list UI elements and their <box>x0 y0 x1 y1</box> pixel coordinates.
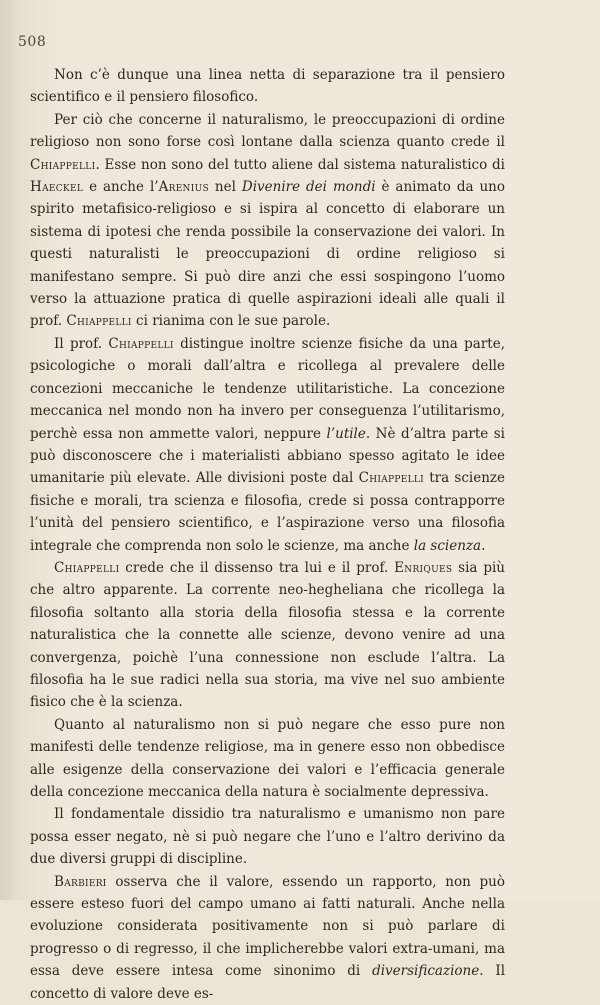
text-run: . Il concetto di valore deve es- <box>30 963 506 1002</box>
text-run: crede che il dissenso tra lui e il prof. <box>119 559 395 576</box>
author-name: Chiappelli <box>108 335 174 352</box>
text-run: osserva che il valore, essendo un rapporto, non può essere esteso fuori del campo umano ai fatti naturali. Anche nella evoluzione considerata positivamente non si può parlare di progresso o di regresso, il che implicherebbe valori extra-umani, ma essa deve essere intesa come sinonimo di <box>30 873 505 980</box>
text-run: è animato da uno spirito metafisico-religioso e si ispira al concetto di elaborare un sistema di ipotesi che renda possibile la conservazione dei valori. In questi naturalisti le preoccupazioni di ordine religioso si manifestano sempre. Si può dire anzi che essi sospingono l’uomo verso la attuazione pratica di quelle aspirazioni ideali alle quali il prof. <box>30 179 506 330</box>
author-name: Chiappelli <box>66 313 132 330</box>
text-run: . Esse non sono del tutto aliene dal sistema naturalistico di <box>95 156 505 173</box>
author-name: Chiappelli <box>30 156 96 173</box>
italic-text: Divenire dei mondi <box>241 179 376 196</box>
text-run: tra scienze fisiche e morali, tra scienza e filosofia, crede si possa contrapporre l’unità del pensiero scientifico, e l’aspirazione verso una filosofia integrale che comprenda non solo le scienze, ma anche <box>30 470 505 554</box>
text-run: nel <box>208 179 242 196</box>
author-name: Haeckel <box>30 179 84 196</box>
text-run: Non c’è dunque una linea netta di separazione tra il pensiero scientifico e il pensiero filosofico. <box>30 67 505 106</box>
text-run: sia più che altro apparente. La corrente neo-hegheliana che ricollega la filosofia soltanto alla storia della filosofia stessa e la corrente naturalistica che la connette alle scienze, devono venire ad una convergenza, poichè l’una connessione non esclude l’altra. La filosofia ha le sue radici nella sua storia, ma vive nel suo ambiente fisico che è la scienza. <box>30 559 505 711</box>
page-number: 508 <box>18 34 47 50</box>
italic-text: la scienza <box>413 537 482 554</box>
paragraph <box>30 557 505 714</box>
author-name: Enriques <box>394 559 453 576</box>
text-run: distingue inoltre scienze fisiche da una parte, psicologiche o morali dall’altra e ricollega al prevalere delle concezioni meccaniche le tendenze utilitaristiche. La concezione meccanica nel mondo non ha invero per conseguenza l’utilitarismo, perchè essa non ammette valori, neppure <box>30 335 505 442</box>
text-run: . Nè d’altra parte si può disconoscere che i materialisti abbiano spesso agitato le idee umanitarie più elevate. Alle divisioni poste dal <box>30 425 505 487</box>
italic-text: l’utile <box>326 425 366 442</box>
text-run: Il fondamentale dissidio tra naturalismo e umanismo non pare possa esser negato, nè si può negare che l’uno e l’altro derivino da due diversi gruppi di discipline. <box>30 806 505 868</box>
body-text <box>30 64 505 1005</box>
paragraph <box>30 803 505 870</box>
author-name: Chiappelli <box>358 470 424 487</box>
paragraph <box>30 109 505 333</box>
text-run: Per ciò che concerne il naturalismo, le preoccupazioni di ordine religioso non sono forse così lontane dalla scienza quanto crede il <box>30 111 505 151</box>
italic-text: diversificazione <box>372 963 480 980</box>
author-name: Barbieri <box>54 873 107 890</box>
paragraph <box>30 333 505 557</box>
author-name: Arenius <box>158 179 209 196</box>
paragraph <box>30 871 505 1005</box>
text-run: e anche l’ <box>83 179 159 196</box>
text-run: Quanto al naturalismo non si può negare che esso pure non manifesti delle tendenze religiose, ma in genere esso non obbedisce alle esigenze della conservazione dei valori e l’efficacia generale della concezione meccanica della natura è socialmente depressiva. <box>30 716 505 800</box>
text-run: ci rianima con le sue parole. <box>131 313 331 330</box>
paragraph <box>30 714 505 804</box>
author-name: Chiappelli <box>54 559 120 576</box>
paragraph <box>30 64 505 109</box>
text-run: . <box>481 537 486 554</box>
text-run: Il prof. <box>54 335 109 352</box>
